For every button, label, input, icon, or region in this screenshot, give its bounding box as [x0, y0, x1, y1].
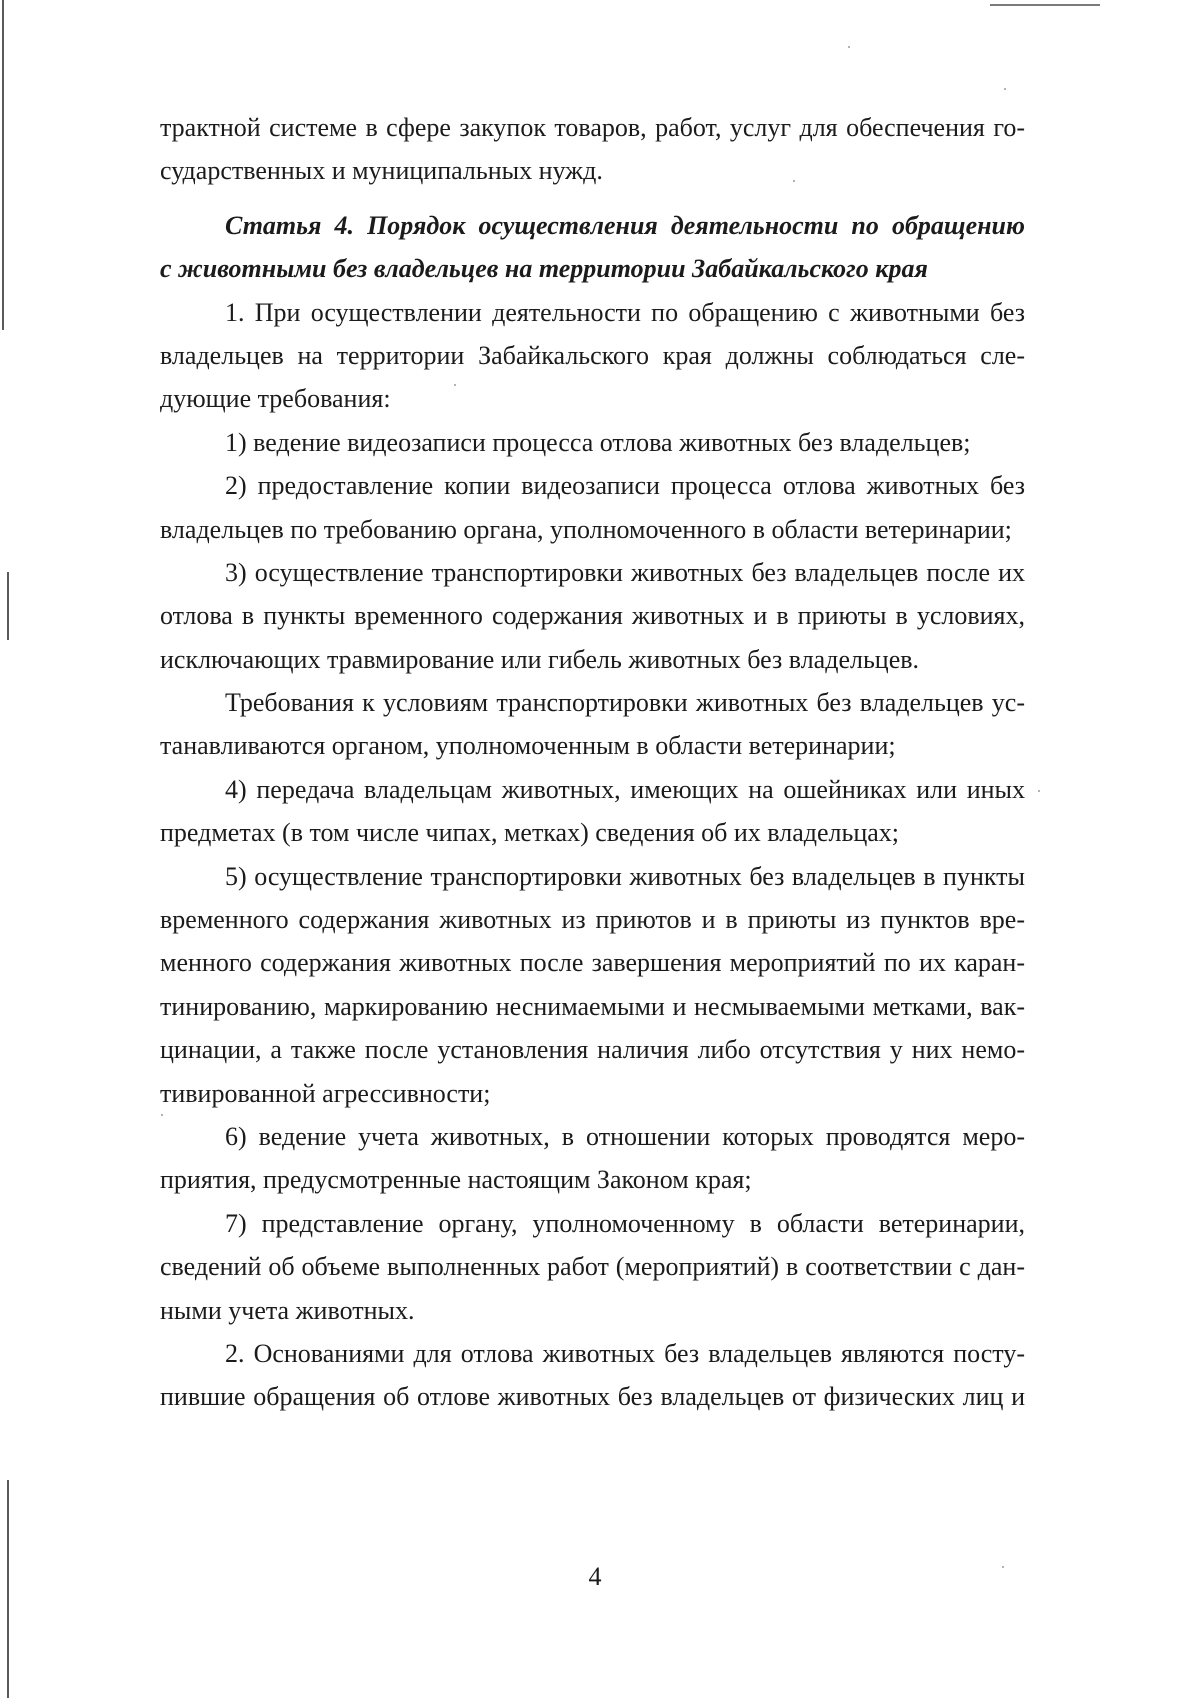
scan-edge-line [7, 1480, 9, 1698]
text-line: 3) осуществление транспортировки животных без владельцев после их [225, 557, 1025, 587]
requirement-7 [160, 1202, 1025, 1332]
text-line: Требования к условиям транспортировки животных без владельцев ус- [225, 688, 1025, 718]
text-line: пившие обращения об отлове животных без владельцев от физических лиц и [160, 1382, 1025, 1412]
text-line: цинации, а также после установления наличия либо отсутствия у них немо- [160, 1035, 1025, 1065]
text-line: тивированной агрессивности; [160, 1078, 491, 1108]
text-line: предметах (в том числе чипах, метках) сведения об их владельцах; [160, 818, 900, 848]
dust-speck [848, 46, 850, 48]
text-line: отлова в пункты временного содержания животных и в приюты в условиях, [160, 601, 1025, 631]
heading-line: с животными без владельцев на территории Забайкальского края [160, 254, 928, 284]
dust-speck [1004, 88, 1006, 90]
requirement-2 [160, 464, 1025, 551]
requirement-5 [160, 855, 1025, 1115]
text-line: 2. Основаниями для отлова животных без владельцев являются посту- [225, 1338, 1025, 1368]
text-line: ными учета животных. [160, 1295, 415, 1325]
text-line: 1. При осуществлении деятельности по обращению с животными без [225, 297, 1025, 327]
page-text [160, 106, 1025, 1419]
requirement-6 [160, 1115, 1025, 1202]
scan-edge-line [7, 572, 9, 640]
text-line: владельцев по требованию органа, уполномоченного в области ветеринарии; [160, 514, 1012, 544]
text-line: трактной системе в сфере закупок товаров, работ, услуг для обеспечения го- [160, 113, 1025, 142]
requirement-3 [160, 551, 1025, 681]
text-line: временного содержания животных из приютов и в приюты из пунктов вре- [160, 905, 1025, 935]
requirement-4 [160, 768, 1025, 855]
requirement-1 [160, 421, 1025, 464]
text-line: дующие требования: [160, 384, 391, 414]
text-line: 2) предоставление копии видеозаписи процесса отлова животных без [225, 471, 1025, 501]
text-line: 5) осуществление транспортировки животных без владельцев в пункты [225, 861, 1025, 891]
scan-edge-line [990, 4, 1100, 6]
text-line: 6) ведение учета животных, в отношении которых проводятся меро- [225, 1121, 1025, 1151]
text-line: танавливаются органом, уполномоченным в области ветеринарии; [160, 731, 896, 761]
continued-paragraph [160, 106, 1025, 193]
heading-line: Статья 4. Порядок осуществления деятельности по обращению [225, 210, 1025, 240]
text-line: сударственных и муниципальных нужд. [160, 156, 603, 186]
text-line: тинированию, маркированию неснимаемыми и несмываемыми метками, вак- [160, 991, 1025, 1021]
clause-2 [160, 1332, 1025, 1419]
text-line: владельцев на территории Забайкальского края должны соблюдаться сле- [160, 340, 1025, 370]
text-line: 7) представление органу, уполномоченному в области ветеринарии, [225, 1208, 1025, 1238]
clause-1-intro [160, 291, 1025, 421]
text-line: 4) передача владельцам животных, имеющих на ошейниках или иных [225, 774, 1025, 804]
scan-edge-line [2, 0, 4, 330]
text-line: менного содержания животных после завершения мероприятий по их каран- [160, 948, 1025, 978]
text-line: исключающих травмирование или гибель животных без владельцев. [160, 644, 920, 674]
page-number: 4 [588, 1562, 602, 1591]
text-line: 1) ведение видеозаписи процесса отлова животных без владельцев; [225, 427, 971, 457]
article-heading [160, 204, 1025, 291]
text-line: приятия, предусмотренные настоящим Законом края; [160, 1165, 752, 1195]
dust-speck [1038, 790, 1040, 792]
text-line: сведений об объеме выполненных работ (мероприятий) в соответствии с дан- [160, 1252, 1025, 1282]
dust-speck [1002, 1566, 1004, 1568]
requirement-3-note [160, 681, 1025, 768]
